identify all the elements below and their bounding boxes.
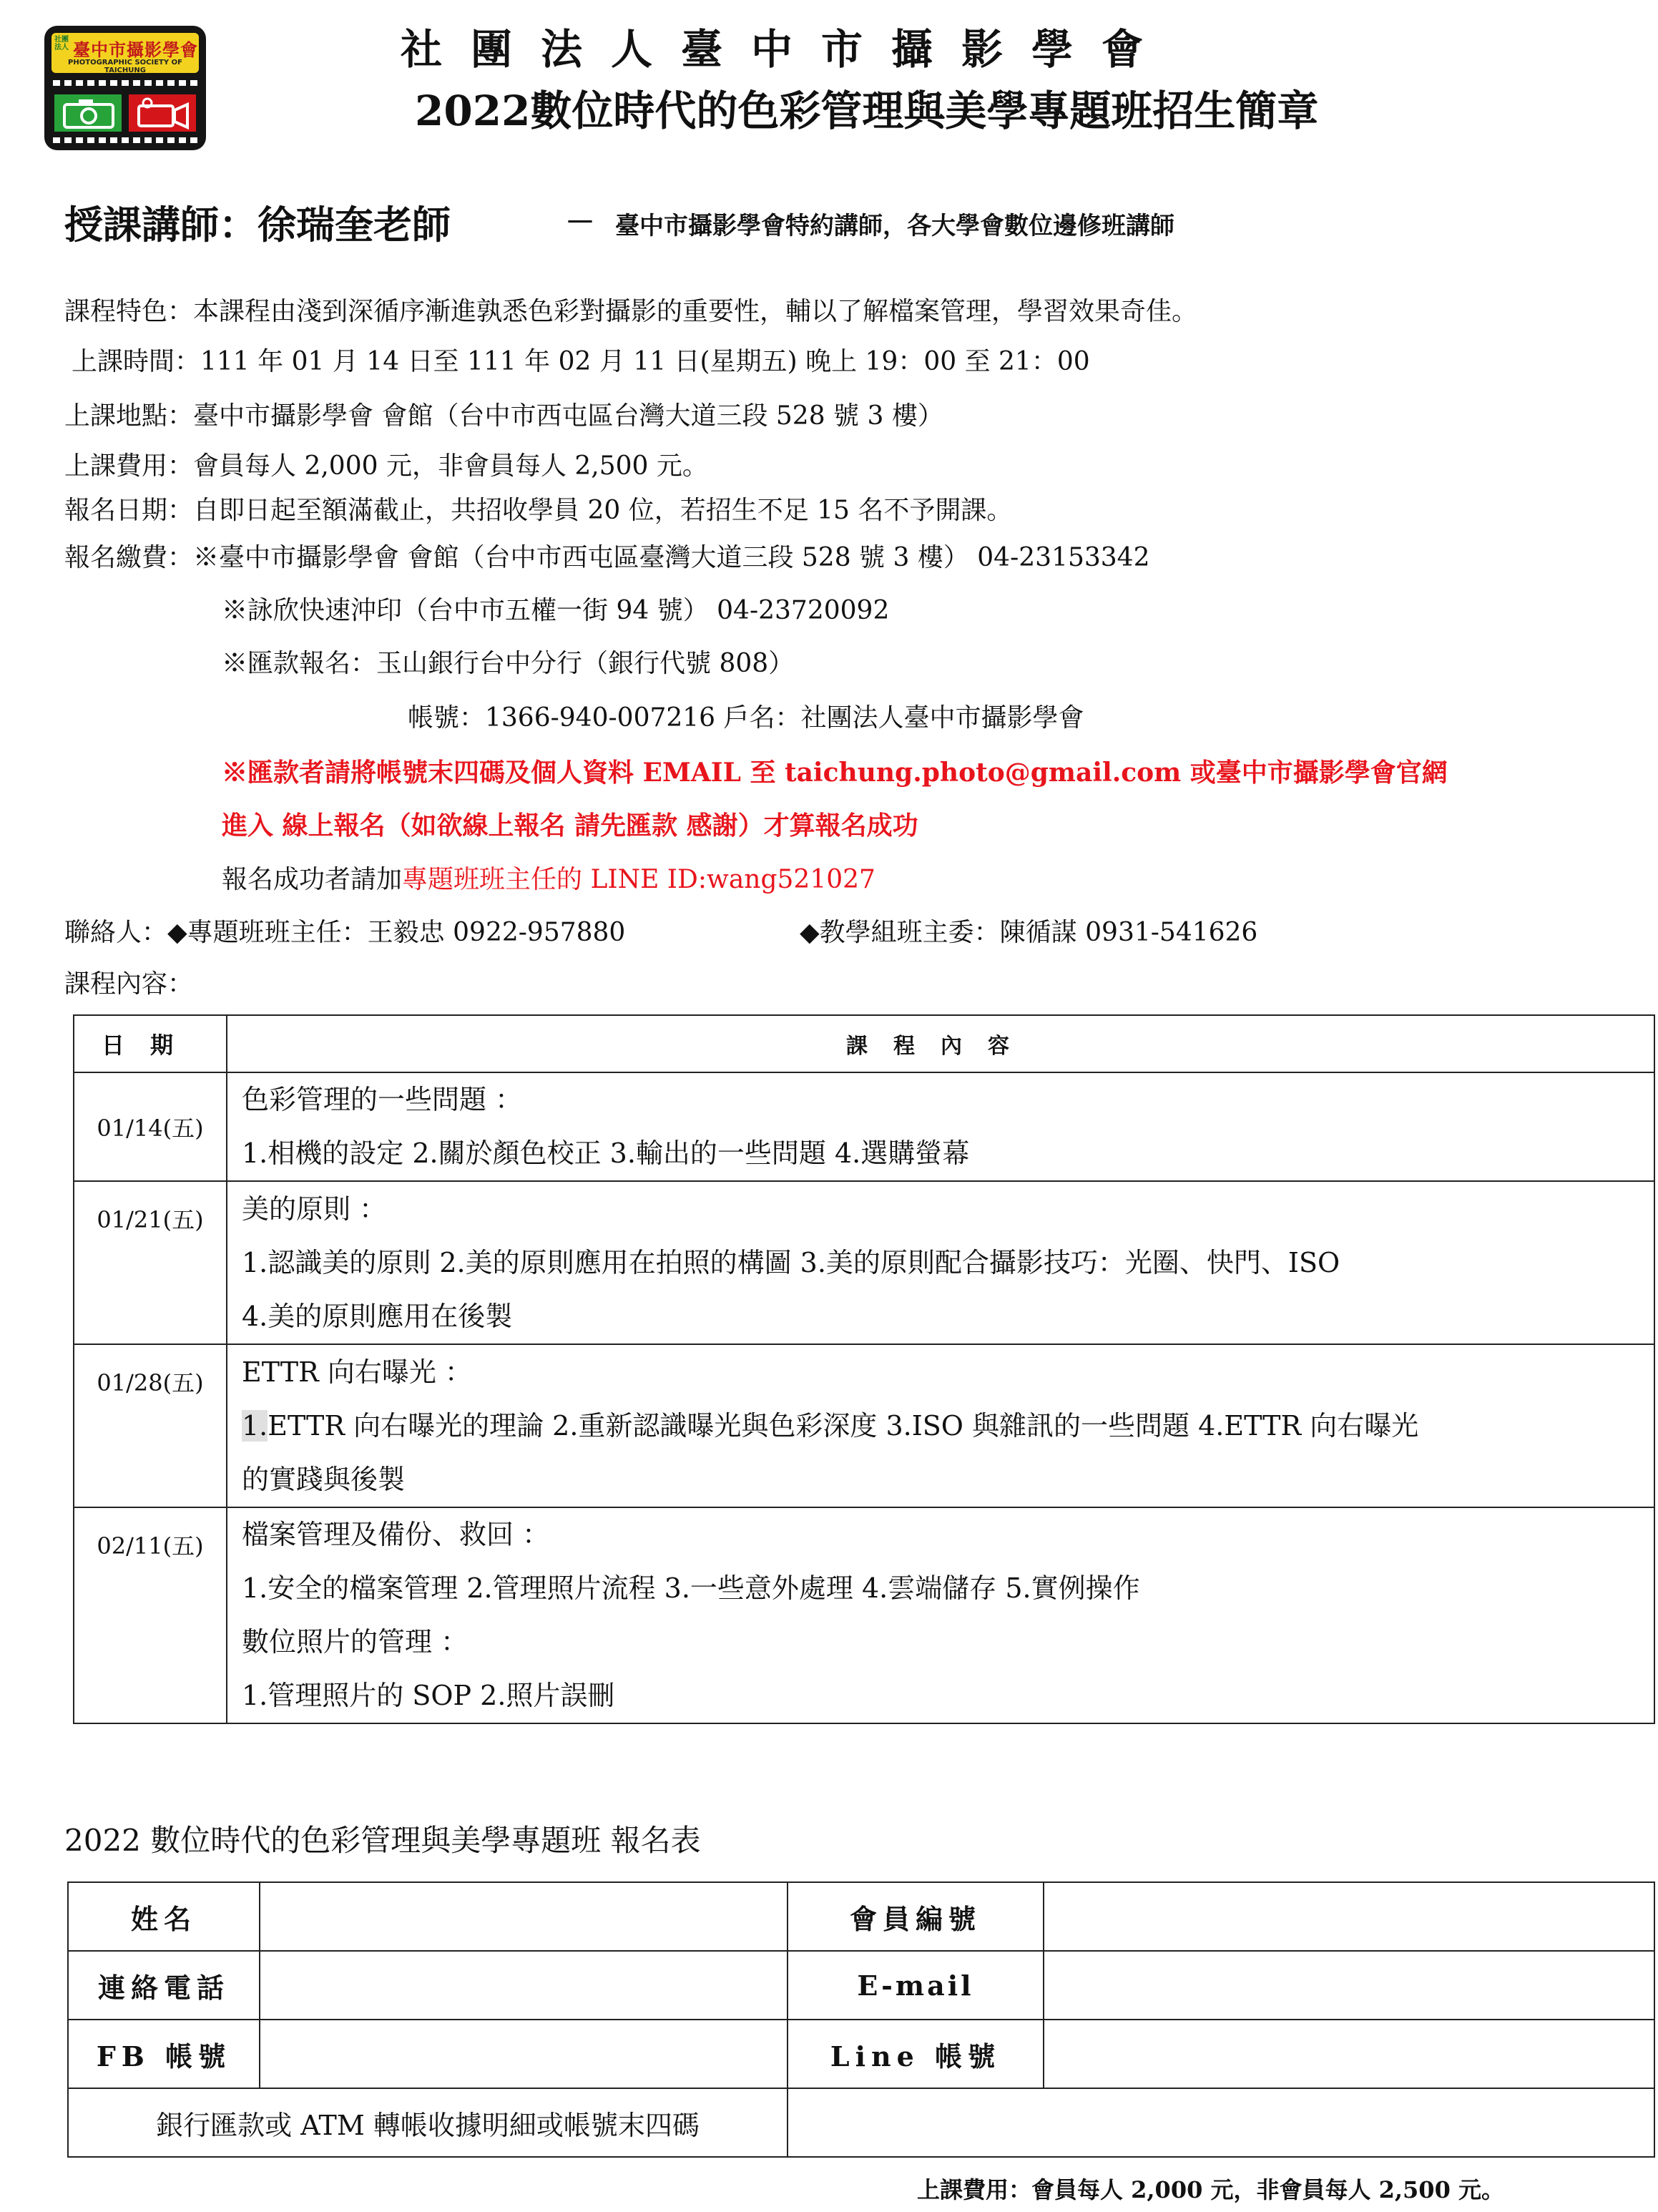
instructor-description: 臺中市攝影學會特約講師，各大學會數位邊修班講師 xyxy=(615,212,1174,240)
content-line: 4.美的原則應用在後製 xyxy=(242,1300,513,1332)
form-row xyxy=(68,1951,1654,2020)
form-row xyxy=(68,2088,1654,2157)
class-time: 上課時間：111 年 01 月 14 日至 111 年 02 月 11 日(星期五) 晚上 19：00 至 21：00 xyxy=(72,347,1090,376)
member-no-label: 會員編號 xyxy=(788,1882,1044,1951)
table-row xyxy=(74,1507,1654,1723)
contact-secondary: ◆教學組班主委：陳循謀 0931-541626 xyxy=(800,918,1258,947)
fb-label: FB 帳號 xyxy=(68,2020,260,2088)
header-content: 課程內容 xyxy=(227,1015,1654,1072)
logo-film-top xyxy=(53,80,197,86)
content-line xyxy=(242,1399,1654,1453)
line-id-value: 專題班班主任的 LINE ID:wang521027 xyxy=(402,865,875,894)
video-camera-icon xyxy=(134,97,192,130)
email-field[interactable] xyxy=(1044,1951,1654,2020)
name-label: 姓名 xyxy=(68,1882,260,1951)
logo-name-en: PHOTOGRAPHIC SOCIETY OF TAICHUNG xyxy=(68,59,182,74)
header-date: 日期 xyxy=(74,1015,227,1072)
line-id-prefix: 報名成功者請加 xyxy=(222,865,403,894)
signup-date: 報名日期：自即日起至額滿截止，共招收學員 20 位，若招生不足 15 名不予開課。 xyxy=(64,496,1013,525)
row-date: 01/21(五) xyxy=(74,1181,227,1344)
content-line: 的實踐與後製 xyxy=(242,1463,406,1495)
highlighted-text: 1. xyxy=(242,1409,268,1442)
camera-icon xyxy=(60,97,117,130)
instructor-dash: － xyxy=(565,205,596,240)
content-line-text: ETTR 向右曝光的理論 2.重新認識曝光與色彩深度 3.ISO 與雜訊的一些問題 4.ETTR 向右曝光 xyxy=(268,1409,1419,1442)
payment-line-2: ※詠欣快速沖印（台中市五權一街 94 號） 04-23720092 xyxy=(222,596,890,625)
logo-film-bottom xyxy=(53,137,197,143)
row-content xyxy=(227,1507,1654,1723)
course-content-label: 課程內容： xyxy=(64,969,194,999)
bank-account: 帳號：1366-940-007216 戶名：社團法人臺中市攝影學會 xyxy=(408,703,1084,733)
form-row xyxy=(68,1882,1654,1951)
footer-fee-note: 上課費用：會員每人 2,000 元，非會員每人 2,500 元。 xyxy=(917,2176,1504,2203)
bank-receipt-label: 銀行匯款或 ATM 轉帳收據明細或帳號末四碼 xyxy=(68,2088,788,2157)
content-line: ETTR 向右曝光 ： xyxy=(242,1356,472,1388)
logo-side-text: 社團法人 xyxy=(54,36,69,52)
table-row xyxy=(74,1181,1654,1344)
instructor-label: 授課講師：徐瑞奎老師 xyxy=(64,202,451,248)
form-title: 2022 數位時代的色彩管理與美學專題班 報名表 xyxy=(64,1823,701,1858)
table-row xyxy=(74,1344,1654,1507)
row-date: 02/11(五) xyxy=(74,1507,227,1723)
content-line: 1.相機的設定 2.關於顏色校正 3.輸出的一些問題 4.選購螢幕 xyxy=(242,1137,970,1169)
fb-field[interactable] xyxy=(260,2020,788,2088)
name-field[interactable] xyxy=(260,1882,788,1951)
table-row xyxy=(74,1072,1654,1181)
line-id-notice xyxy=(222,863,875,897)
line-label: Line 帳號 xyxy=(788,2020,1044,2088)
content-line: 美的原則 ： xyxy=(242,1193,387,1225)
payment-line-1: 報名繳費：※臺中市攝影學會 會館（台中市西屯區臺灣大道三段 528 號 3 樓） 04-23153342 xyxy=(64,543,1150,572)
remit-notice-1: ※匯款者請將帳號末四碼及個人資料 EMAIL 至 taichung.photo@gmail.com 或臺中市攝影學會官網 xyxy=(222,758,1448,788)
document-title: 2022數位時代的色彩管理與美學專題班招生簡章 xyxy=(415,87,1319,135)
course-features: 課程特色：本課程由淺到深循序漸進孰悉色彩對攝影的重要性，輔以了解檔案管理，學習效果奇佳。 xyxy=(64,297,1198,326)
remit-notice-2: 進入 線上報名（如欲線上報名 請先匯款 感謝）才算報名成功 xyxy=(222,811,918,841)
content-line: 檔案管理及備份、救回 ： xyxy=(242,1519,550,1550)
content-line: 1.管理照片的 SOP 2.照片誤刪 xyxy=(242,1680,615,1711)
registration-form xyxy=(67,1881,1655,2158)
table-header-row xyxy=(74,1015,1654,1072)
contact-primary: 聯絡人：◆專題班班主任：王毅忠 0922-957880 xyxy=(64,918,626,947)
content-line: 數位照片的管理 ： xyxy=(242,1626,469,1658)
logo-plate xyxy=(51,33,199,73)
class-location: 上課地點：臺中市攝影學會 會館（台中市西屯區台灣大道三段 528 號 3 樓） xyxy=(64,401,943,431)
phone-label: 連絡電話 xyxy=(68,1951,260,2020)
content-line: 色彩管理的一些問題 ： xyxy=(242,1084,523,1115)
line-field[interactable] xyxy=(1044,2020,1654,2088)
row-content xyxy=(227,1344,1654,1507)
class-fee: 上課費用：會員每人 2,000 元，非會員每人 2,500 元。 xyxy=(64,451,708,481)
row-date: 01/28(五) xyxy=(74,1344,227,1507)
course-schedule-table xyxy=(73,1014,1655,1724)
content-line: 1.認識美的原則 2.美的原則應用在拍照的構圖 3.美的原則配合攝影技巧：光圈、快門、ISO xyxy=(242,1246,1340,1278)
content-line: 1.安全的檔案管理 2.管理照片流程 3.一些意外處理 4.雲端儲存 5.實例操作 xyxy=(242,1572,1140,1604)
bank-receipt-field[interactable] xyxy=(788,2088,1654,2157)
email-label: E-mail xyxy=(788,1951,1044,2020)
row-content xyxy=(227,1072,1654,1181)
form-row xyxy=(68,2020,1654,2088)
phone-field[interactable] xyxy=(260,1951,788,2020)
payment-line-3: ※匯款報名：玉山銀行台中分行（銀行代號 808） xyxy=(222,649,795,678)
org-name: 社團法人臺中市攝影學會 xyxy=(401,25,1172,74)
society-logo xyxy=(44,26,206,150)
member-no-field[interactable] xyxy=(1044,1882,1654,1951)
row-content xyxy=(227,1181,1654,1344)
logo-name-cn: 臺中市攝影學會 xyxy=(73,40,198,60)
row-date: 01/14(五) xyxy=(74,1072,227,1181)
